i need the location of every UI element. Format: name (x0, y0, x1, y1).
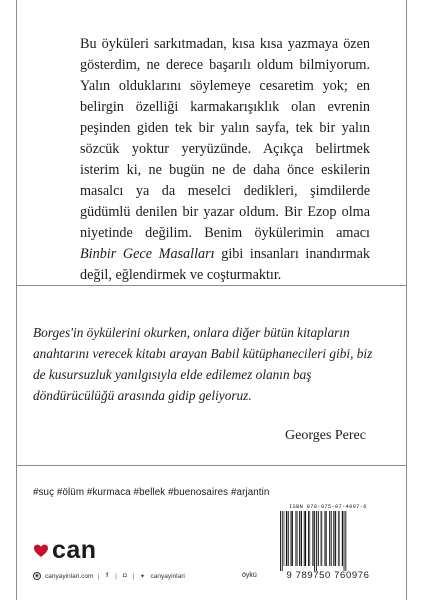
isbn-barcode (278, 511, 378, 571)
barcode-bar (333, 511, 334, 566)
footer-separator: | (132, 572, 135, 580)
body-paragraph (80, 34, 370, 286)
barcode-bar (301, 511, 302, 566)
barcode-bar (324, 511, 325, 566)
divider-top (16, 285, 407, 286)
book-title-reference: Binbir Gece Masalları (80, 246, 215, 262)
barcode-bar (344, 511, 345, 571)
barcode-bar (322, 511, 323, 566)
barcode-bar (282, 511, 283, 571)
globe-icon: ◉ (34, 573, 40, 579)
barcode-bar (321, 511, 322, 566)
barcode-bar (305, 511, 306, 566)
publisher-social-handle: canyayinlari (150, 572, 185, 580)
barcode-bar (338, 511, 339, 566)
barcode-bar (308, 511, 309, 566)
barcode-bar (309, 511, 310, 566)
isbn-barcode-digits: 9 789750 760976 (286, 570, 370, 581)
barcode-bar (284, 511, 285, 566)
paragraph-text-start: Bu öyküleri sarkıtmadan, kısa kısa yazmaya özen gösterdim, ne derece başarılı oldum bilmiyorum. Yalın olduklarını söylemeye cesaretim yok; en belirgin özelliği karmakarışıklık olan evrenin peşinden giden tek bir yalın sayfa, tek bir yalın sözcük yoktur yeryüzünde. Açıkça belirtmek isterim ki, ne bugün ne de daha önce eskilerin masalcı ya da meselci dedikleri, şimdilerde güdümlü denilen bir yazar oldum. Bir Ezop olma niyetinde değilim. Benim öykülerimin amacı (80, 36, 370, 241)
barcode-bar (280, 511, 281, 571)
barcode-bar (299, 511, 300, 566)
barcode-bar (318, 511, 319, 566)
barcode-bar (312, 511, 313, 566)
footer-separator: | (97, 572, 100, 580)
twitter-icon: ✦ (140, 573, 146, 580)
publisher-website: canyayinlari.com (45, 572, 94, 580)
quote-author: Georges Perec (285, 428, 366, 443)
barcode-bar (326, 511, 327, 566)
facebook-icon: f (106, 573, 109, 579)
barcode-bar (288, 511, 289, 566)
footer-separator: | (115, 572, 117, 580)
publisher-footer (33, 572, 185, 580)
hashtags: #suç #ölüm #kurmaca #bellek #buenosaires #arjantin (33, 487, 270, 498)
paragraph-text-end: gibi insanları inandırmak değil, eğlendirmek ve coşturmaktır. (80, 246, 370, 283)
barcode-bar (297, 511, 298, 566)
barcode-bar (295, 511, 296, 566)
divider-bottom (16, 465, 407, 466)
instagram-icon: ◘ (123, 573, 127, 579)
book-category: öykü (242, 572, 257, 579)
barcode-bar (331, 511, 332, 566)
barcode-bar (339, 511, 340, 566)
publisher-logo (33, 538, 97, 563)
quote-text: Borges'in öykülerini okurken, onlara diğer bütün kitapların anahtarını verecek kitabı arayan Babil kütüphanecileri gibi, biz de kusursuzluk yanılgısıyla elde edilemez olanın baş döndürücülüğü arasında gidip geliyoruz. (33, 325, 373, 403)
barcode-bar (342, 511, 343, 566)
barcode-bar (304, 511, 305, 566)
barcode-bar (329, 511, 330, 566)
barcode-bar (345, 511, 346, 571)
publisher-name: can (52, 536, 97, 564)
heart-logo-icon (33, 543, 49, 559)
isbn-label: ISBN 978-975-07-4097-6 (289, 504, 367, 510)
barcode-bar (291, 511, 292, 566)
barcode-bar (314, 511, 315, 571)
barcode-bar (335, 511, 336, 566)
barcode-bar (316, 511, 317, 571)
barcode-bar (291, 511, 292, 566)
barcode-bar (286, 511, 287, 566)
